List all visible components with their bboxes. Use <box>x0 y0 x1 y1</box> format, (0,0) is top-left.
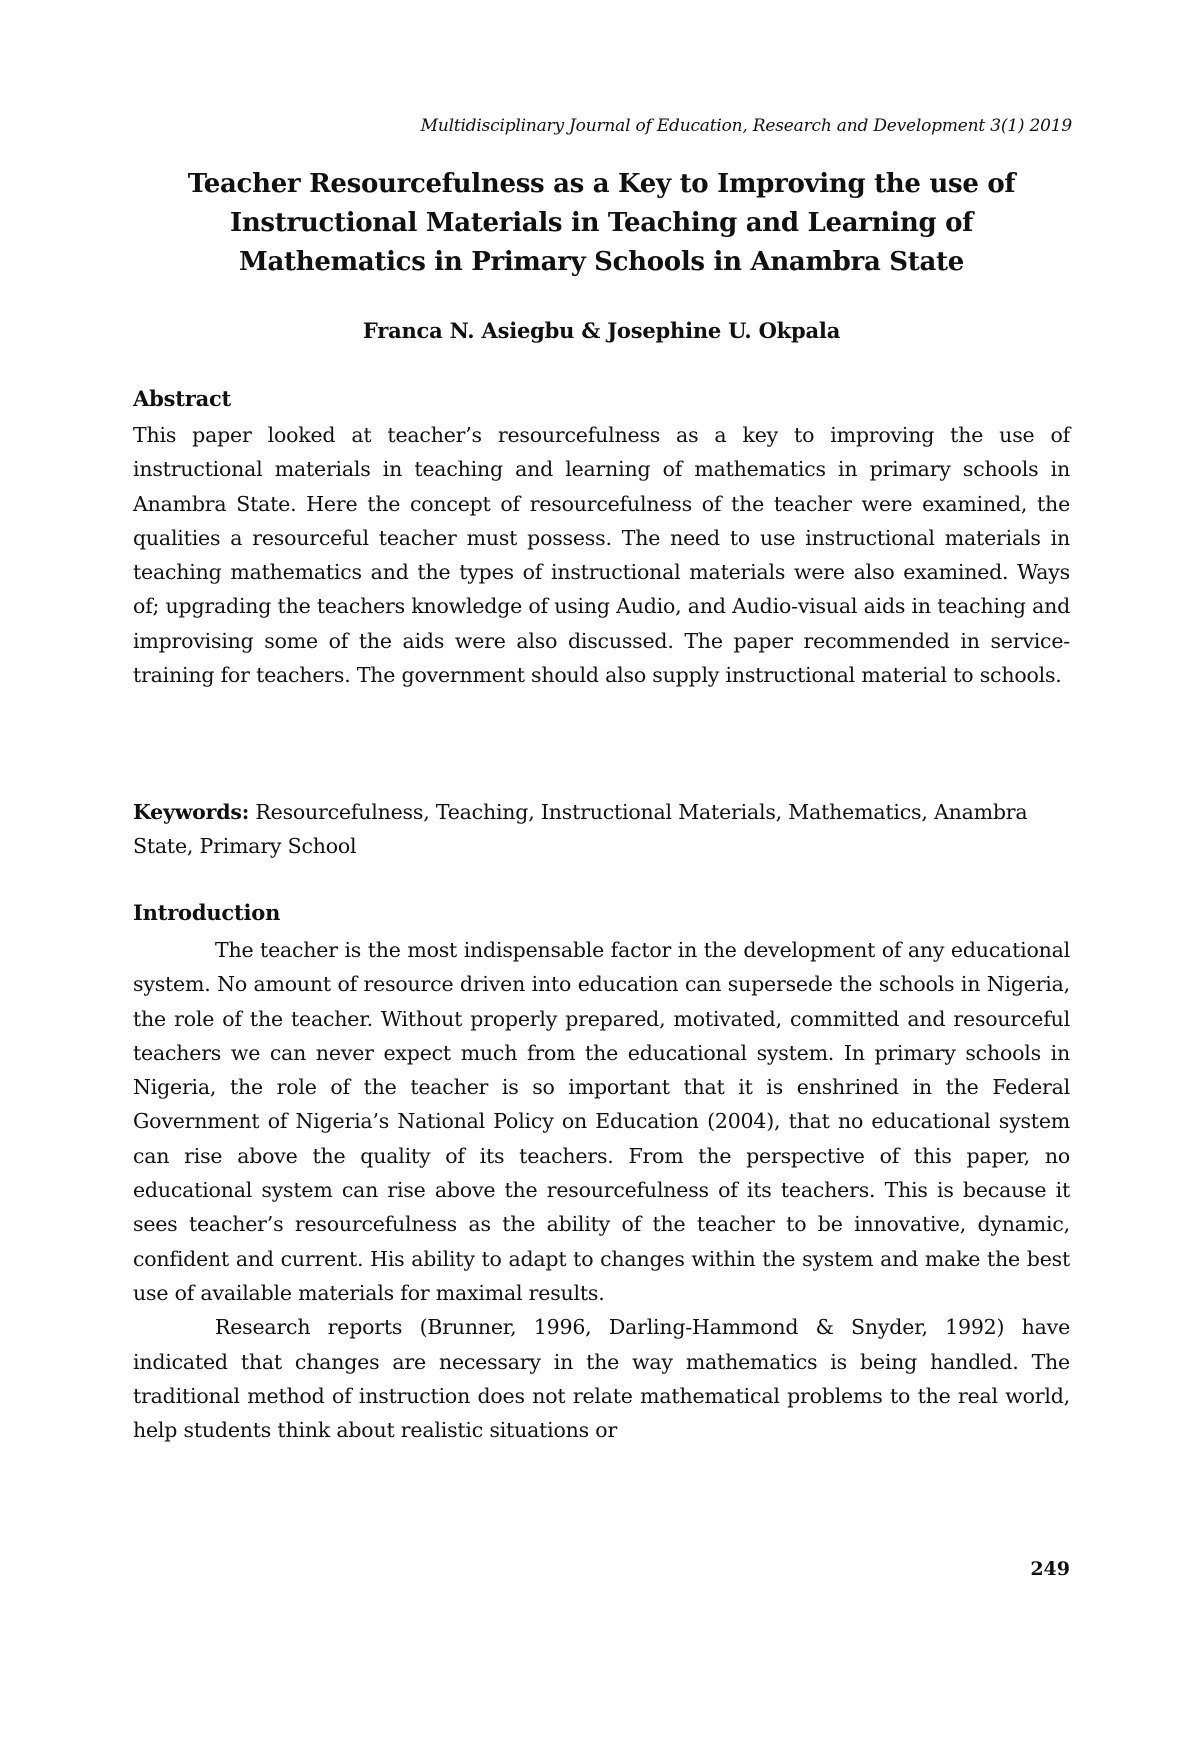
paragraph: Research reports (Brunner, 1996, Darling-Hammond & Snyder, 1992) have indicated that changes are necessary in the way mathematics is being handled. The traditional method of instruction does not relate mathematical problems to the real world, help students think about realistic situations or <box>133 1315 1070 1443</box>
introduction-body <box>133 933 1070 1447</box>
title-line: Instructional Materials in Teaching and Learning of <box>229 208 974 238</box>
authors: Franca N. Asiegbu & Josephine U. Okpala <box>362 318 841 343</box>
abstract-text: This paper looked at teacher’s resourcefulness as a key to improving the use of instructional materials in teaching and learning of mathematics in primary schools in Anambra State. Here the concept of resourcefulness of the teacher were examined, the qualities a resourceful teacher must possess. The need to use instructional materials in teaching mathematics and the types of instructional materials were also examined. Ways of; upgrading the teachers knowledge of using Audio, and Audio-visual aids in teaching and improvising some of the aids were also discussed. The paper recommended in service-training for teachers. The government should also supply instructional material to schools. <box>133 423 1071 688</box>
title-line: Teacher Resourcefulness as a Key to Improving the use of <box>187 169 1016 199</box>
running-header: Multidisciplinary Journal of Education, Research and Development 3(1) 2019 <box>420 116 1072 136</box>
title-line: Mathematics in Primary Schools in Anambra State <box>239 247 964 277</box>
page-number: 249 <box>1030 1558 1070 1580</box>
paragraph: The teacher is the most indispensable factor in the development of any educational system. No amount of resource driven into education can supersede the schools in Nigeria, the role of the teacher. Without properly prepared, motivated, committed and resourceful teachers we can never expect much from the educational system. In primary schools in Nigeria, the role of the teacher is so important that it is enshrined in the Federal Government of Nigeria’s National Policy on Education (2004), that no educational system can rise above the quality of its teachers. From the perspective of this paper, no educational system can rise above the resourcefulness of its teachers. This is because it sees teacher’s resourcefulness as the ability of the teacher to be innovative, dynamic, confident and current. His ability to adapt to changes within the system and make the best use of available materials for maximal results. <box>133 938 1070 1305</box>
paper-title <box>133 165 1070 282</box>
abstract-heading: Abstract <box>133 386 232 411</box>
keywords-text: Resourcefulness, Teaching, Instructional Materials, Mathematics, Anambra State, Primary School <box>133 800 1028 859</box>
keywords <box>133 795 1070 864</box>
keywords-label: Keywords: <box>133 800 250 824</box>
introduction-heading: Introduction <box>133 900 281 925</box>
